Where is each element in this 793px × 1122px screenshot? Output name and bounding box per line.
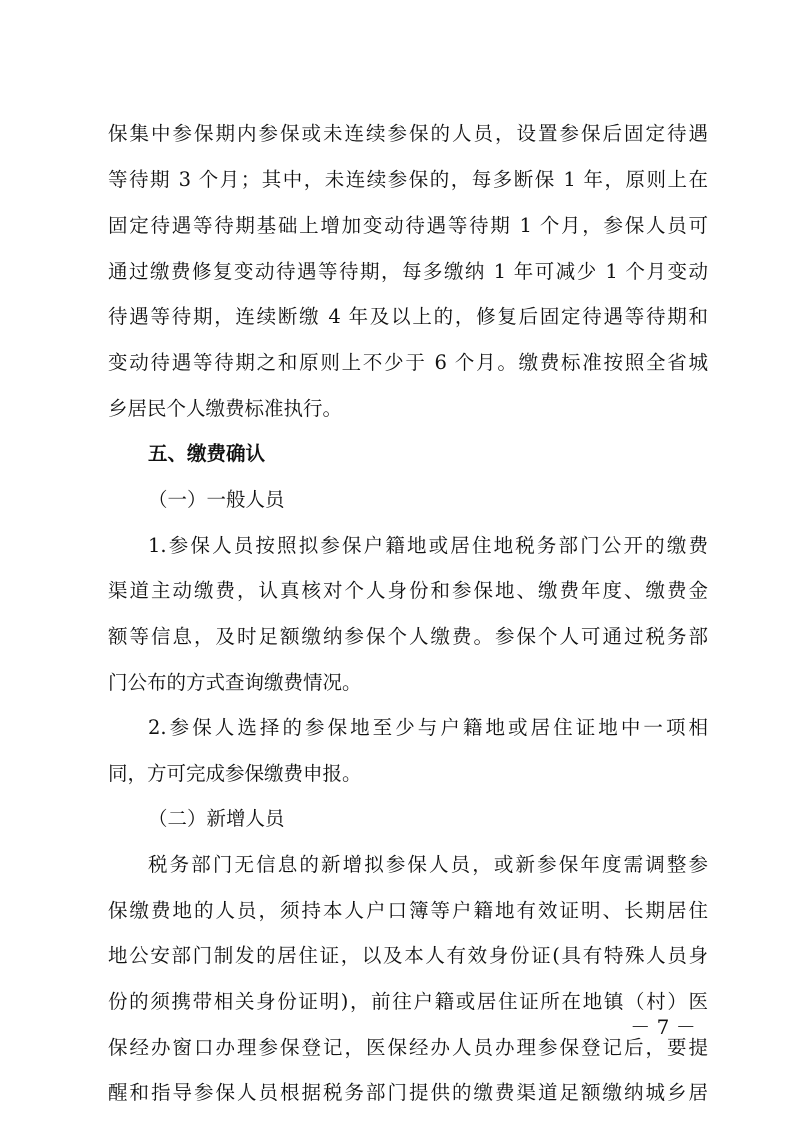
paragraph-line: 2.参保人选择的参保地至少与户籍地或居住证地中一项相 <box>148 716 708 739</box>
paragraph-line: 保缴费地的人员，须持本人户口簿等户籍地有效证明、长期居住 <box>108 899 708 922</box>
subsection-heading: （一）一般人员 <box>148 488 285 511</box>
paragraph-line: 同，方可完成参保缴费申报。 <box>108 762 362 785</box>
page-number: － 7 － <box>630 1015 696 1039</box>
paragraph-line: 醒和指导参保人员根据税务部门提供的缴费渠道足额缴纳城乡居 <box>108 1081 708 1104</box>
paragraph-line: 1.参保人员按照拟参保户籍地或居住地税务部门公开的缴费 <box>148 534 708 557</box>
paragraph-line: 份的须携带相关身份证明)，前往户籍或居住证所在地镇（村）医 <box>108 990 708 1013</box>
paragraph-line: 地公安部门制发的居住证，以及本人有效身份证(具有特殊人员身 <box>108 944 708 967</box>
paragraph-line: 税务部门无信息的新增拟参保人员，或新参保年度需调整参 <box>148 853 708 876</box>
paragraph-line: 保经办窗口办理参保登记，医保经办人员办理参保登记后，要提 <box>108 1036 708 1059</box>
paragraph-line: 通过缴费修复变动待遇等待期，每多缴纳 1 年可减少 1 个月变动 <box>108 260 708 283</box>
paragraph-line: 固定待遇等待期基础上增加变动待遇等待期 1 个月，参保人员可 <box>108 214 708 237</box>
paragraph-line: 保集中参保期内参保或未连续参保的人员，设置参保后固定待遇 <box>108 122 708 145</box>
paragraph-line: 额等信息，及时足额缴纳参保个人缴费。参保个人可通过税务部 <box>108 625 708 648</box>
paragraph-line: 渠道主动缴费，认真核对个人身份和参保地、缴费年度、缴费金 <box>108 579 708 602</box>
paragraph-line: 变动待遇等待期之和原则上不少于 6 个月。缴费标准按照全省城 <box>108 351 708 374</box>
subsection-heading: （二）新增人员 <box>148 807 285 830</box>
paragraph-line: 待遇等待期，连续断缴 4 年及以上的，修复后固定待遇等待期和 <box>108 305 708 328</box>
paragraph-line: 等待期 3 个月；其中，未连续参保的，每多断保 1 年，原则上在 <box>108 168 708 191</box>
paragraph-line: 门公布的方式查询缴费情况。 <box>108 671 362 694</box>
paragraph-line: 乡居民个人缴费标准执行。 <box>108 397 343 420</box>
section-heading: 五、缴费确认 <box>148 442 266 465</box>
